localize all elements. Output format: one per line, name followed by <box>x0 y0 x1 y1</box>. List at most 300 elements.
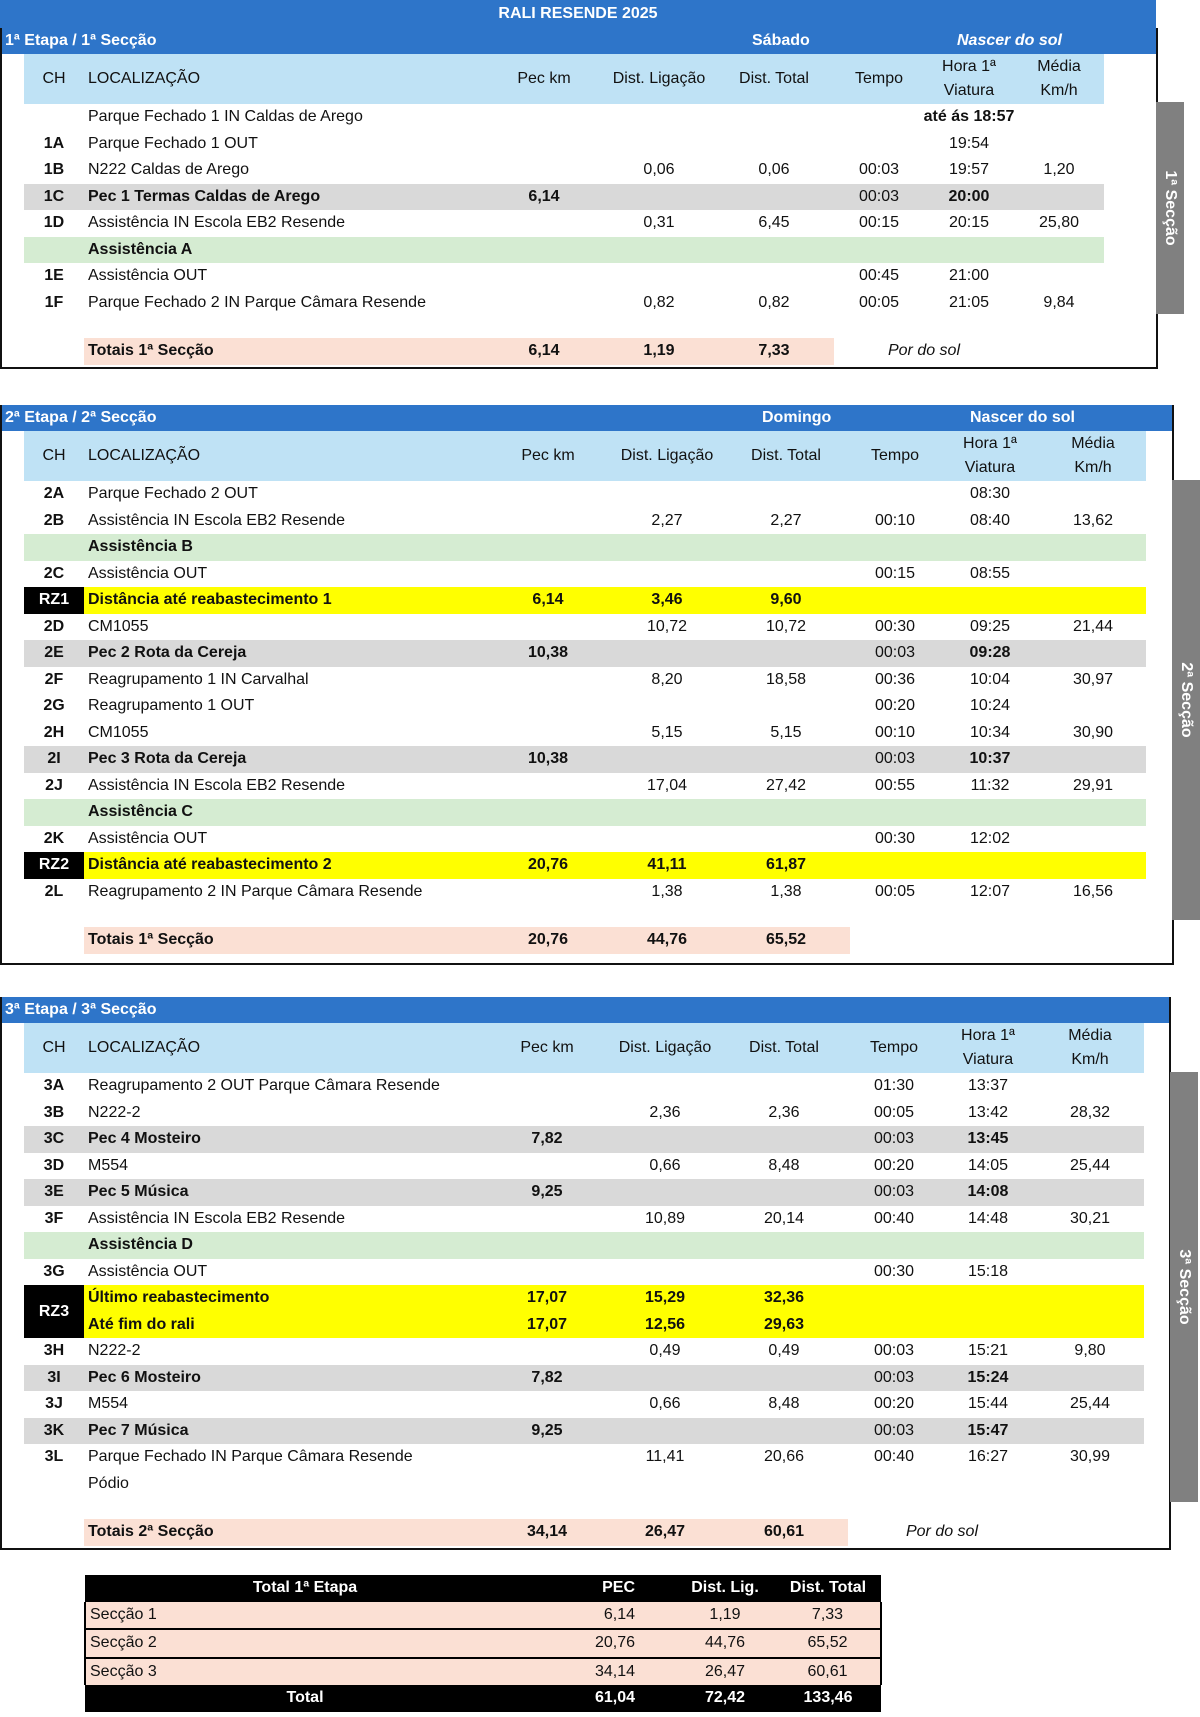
dist-total-cell: 0,82 <box>758 293 790 311</box>
media-cell <box>1040 826 1146 853</box>
pec-km-cell <box>484 290 604 317</box>
summary-total: 7,33 <box>775 1602 881 1630</box>
itinerary-row <box>24 210 1104 237</box>
itinerary-row <box>24 1073 1144 1100</box>
hora-cell: 21:05 <box>948 293 990 311</box>
location-cell: Parque Fechado 2 IN Parque Câmara Resende <box>88 293 426 311</box>
special-stage-row <box>24 1418 1144 1445</box>
summary-total-lig: 72,42 <box>675 1685 775 1712</box>
pec-km-cell: 6,14 <box>484 587 612 614</box>
media-cell <box>1036 1259 1144 1286</box>
hora-cell: 20:00 <box>924 184 1014 211</box>
hora-cell: 08:40 <box>969 511 1011 529</box>
section-3 <box>0 997 1171 1550</box>
tempo-cell <box>834 131 924 158</box>
totals-extra: Por do sol <box>905 1523 979 1541</box>
location-cell: Reagrupamento 1 IN Carvalhal <box>88 670 309 688</box>
spacer-row <box>24 316 1104 338</box>
tempo-cell <box>850 481 940 508</box>
ch-cell: 3D <box>43 1156 65 1174</box>
pec-km-cell <box>484 104 604 131</box>
itinerary-row <box>24 1206 1144 1233</box>
col-header-media <box>1040 431 1146 481</box>
col-header-hora-line2: Viatura <box>943 82 995 99</box>
dist-total-cell <box>722 561 850 588</box>
location-cell: Pec 1 Termas Caldas de Arego <box>84 184 484 211</box>
location-cell: Pec 2 Rota da Cereja <box>84 640 484 667</box>
dist-ligacao-cell: 5,15 <box>651 723 683 741</box>
ch-cell: 1E <box>44 267 64 285</box>
col-header-tempo: Tempo <box>848 1023 940 1073</box>
totals-empty <box>1014 338 1104 365</box>
location-cell: Reagrupamento 2 IN Parque Câmara Resende <box>88 882 423 900</box>
ch-cell: 3B <box>43 1103 65 1121</box>
media-cell: 25,44 <box>1069 1156 1111 1174</box>
location-cell: Até fim do rali <box>84 1312 484 1339</box>
col-header-location: LOCALIZAÇÃO <box>84 54 484 104</box>
totals-label: Totais 2ª Secção <box>84 1519 484 1546</box>
totals-tot: 7,33 <box>714 338 834 365</box>
location-cell: Assistência IN Escola EB2 Resende <box>88 214 346 232</box>
pec-km-cell <box>484 1259 610 1286</box>
dist-total-cell: 2,36 <box>768 1103 800 1121</box>
dist-total-cell: 6,45 <box>758 214 790 232</box>
refuel-row <box>24 852 1146 879</box>
location-cell: Pódio <box>88 1474 129 1492</box>
location-cell: M554 <box>88 1156 129 1174</box>
dist-ligacao-cell <box>612 481 722 508</box>
dist-total-cell <box>722 693 850 720</box>
hora-cell: 14:05 <box>967 1156 1009 1174</box>
section-title: 3ª Etapa / 3ª Secção <box>5 1001 157 1018</box>
dist-total-cell: 2,27 <box>770 511 802 529</box>
summary-section-label: Secção 3 <box>85 1658 525 1686</box>
tempo-cell <box>850 587 940 614</box>
dist-ligacao-cell <box>604 184 714 211</box>
tempo-cell <box>850 534 940 561</box>
dist-ligacao-cell <box>610 1232 720 1259</box>
dist-total-cell: 1,38 <box>770 882 802 900</box>
hora-cell: 10:34 <box>969 723 1011 741</box>
tempo-cell: 00:55 <box>874 776 916 794</box>
location-cell: Pec 6 Mosteiro <box>84 1365 484 1392</box>
ch-cell <box>24 237 84 264</box>
spacer-cell <box>24 905 1146 927</box>
spacer-row <box>24 905 1146 927</box>
refuel-badge: RZ3 <box>24 1285 84 1338</box>
itinerary-row <box>24 1391 1144 1418</box>
section-1 <box>0 28 1158 369</box>
dist-ligacao-cell <box>610 1073 720 1100</box>
totals-spacer <box>24 1519 84 1546</box>
dist-total-cell <box>722 534 850 561</box>
ch-cell: 3L <box>44 1448 64 1466</box>
dist-ligacao-cell: 41,11 <box>612 852 722 879</box>
col-header-tempo: Tempo <box>834 54 924 104</box>
closed-park-note: até ás 18:57 <box>923 108 1015 126</box>
itinerary-row <box>24 693 1146 720</box>
itinerary-row <box>24 1444 1144 1471</box>
tempo-cell: 00:05 <box>858 293 900 311</box>
dist-ligacao-cell <box>612 746 722 773</box>
dist-total-cell: 20,66 <box>763 1448 805 1466</box>
itinerary-row <box>24 1338 1144 1365</box>
col-header-media-line1: Média <box>1068 1027 1112 1044</box>
pec-km-cell: 7,82 <box>484 1126 610 1153</box>
refuel-badge: RZ2 <box>24 852 84 879</box>
media-cell <box>1040 561 1146 588</box>
location-cell: Distância até reabastecimento 2 <box>84 852 484 879</box>
section-table <box>24 1023 1144 1546</box>
ch-cell: 2F <box>44 670 64 688</box>
hora-cell <box>940 799 1040 826</box>
media-cell <box>1040 693 1146 720</box>
hora-cell: 12:07 <box>969 882 1011 900</box>
hora-cell <box>940 1232 1036 1259</box>
dist-total-cell: 8,48 <box>768 1395 800 1413</box>
itinerary-row <box>24 667 1146 694</box>
location-cell: N222 Caldas de Arego <box>88 161 249 179</box>
summary-lig: 26,47 <box>675 1658 775 1686</box>
summary-total: 60,61 <box>775 1658 881 1686</box>
media-cell <box>1036 1312 1144 1339</box>
totals-lig: 44,76 <box>612 927 722 954</box>
totals-lig: 1,19 <box>604 338 714 365</box>
dist-ligacao-cell: 2,27 <box>651 511 683 529</box>
dist-total-cell <box>722 826 850 853</box>
section-2 <box>0 405 1174 965</box>
media-cell <box>1036 1232 1144 1259</box>
section-side-tab: 1ª Secção <box>1156 102 1184 314</box>
pec-km-cell <box>484 481 612 508</box>
pec-km-cell <box>484 508 612 535</box>
col-header-hora-line2: Viatura <box>964 459 1016 476</box>
dist-total-cell: 29,63 <box>720 1312 848 1339</box>
hora-cell: 19:54 <box>948 134 990 152</box>
tempo-cell: 00:03 <box>848 1418 940 1445</box>
dist-total-cell: 0,06 <box>758 161 790 179</box>
service-row <box>24 1232 1144 1259</box>
col-header-media-line2: Km/h <box>1071 1051 1109 1068</box>
location-cell: Assistência B <box>84 534 484 561</box>
dist-ligacao-cell: 0,06 <box>643 161 675 179</box>
col-header-pec-km: Pec km <box>484 431 612 481</box>
media-cell <box>1040 534 1146 561</box>
pec-km-cell <box>484 1391 610 1418</box>
itinerary-row <box>24 1471 1144 1498</box>
col-header-hora <box>940 1023 1036 1073</box>
col-header-pec-km: Pec km <box>484 54 604 104</box>
summary-total-dist: 133,46 <box>775 1685 881 1712</box>
dist-ligacao-cell: 0,31 <box>643 214 675 232</box>
pec-km-cell: 10,38 <box>484 746 612 773</box>
location-cell: Reagrupamento 2 OUT Parque Câmara Resende <box>88 1077 440 1095</box>
media-cell: 30,97 <box>1072 670 1114 688</box>
ch-cell: 1F <box>44 293 64 311</box>
section-title: 2ª Etapa / 2ª Secção <box>5 409 157 426</box>
pec-km-cell <box>484 1338 610 1365</box>
dist-total-cell: 32,36 <box>720 1285 848 1312</box>
hora-cell: 16:27 <box>967 1448 1009 1466</box>
location-cell: Assistência OUT <box>88 267 208 285</box>
dist-total-cell: 8,48 <box>768 1156 800 1174</box>
location-cell: Assistência IN Escola EB2 Resende <box>88 511 346 529</box>
dist-ligacao-cell <box>612 640 722 667</box>
section-day: Domingo <box>762 409 832 426</box>
ch-cell: 3G <box>43 1262 65 1280</box>
col-header-media <box>1014 54 1104 104</box>
itinerary-row <box>24 131 1104 158</box>
dist-total-cell <box>714 237 834 264</box>
location-cell: Assistência A <box>84 237 484 264</box>
pec-km-cell <box>484 1232 610 1259</box>
summary-total-pec: 61,04 <box>525 1685 675 1712</box>
pec-km-cell <box>484 1153 610 1180</box>
totals-spacer <box>24 927 84 954</box>
pec-km-cell <box>484 1073 610 1100</box>
summary-row <box>85 1629 881 1658</box>
col-header-dist-ligacao: Dist. Ligação <box>610 1023 720 1073</box>
location-cell: N222-2 <box>88 1103 141 1121</box>
ch-cell: 1A <box>43 134 65 152</box>
refuel-row <box>24 1285 1144 1312</box>
dist-total-cell <box>722 799 850 826</box>
tempo-cell <box>848 1471 940 1498</box>
ch-cell: 3A <box>43 1077 65 1095</box>
special-stage-row <box>24 1179 1144 1206</box>
itinerary-row <box>24 773 1146 800</box>
refuel-badge: RZ1 <box>24 587 84 614</box>
ch-cell: 3K <box>24 1418 84 1445</box>
pec-km-cell <box>484 263 604 290</box>
pec-km-cell <box>484 667 612 694</box>
media-cell <box>1014 184 1104 211</box>
hora-cell: 13:45 <box>940 1126 1036 1153</box>
pec-km-cell <box>484 534 612 561</box>
hora-cell <box>940 1471 1036 1498</box>
totals-label: Totais 1ª Secção <box>84 927 484 954</box>
tempo-cell <box>850 852 940 879</box>
hora-cell: 10:37 <box>940 746 1040 773</box>
media-cell <box>1036 1073 1144 1100</box>
summary-row <box>85 1658 881 1686</box>
dist-total-cell <box>714 131 834 158</box>
media-cell: 9,80 <box>1074 1342 1106 1360</box>
dist-ligacao-cell <box>604 131 714 158</box>
tempo-cell: 00:03 <box>873 1342 915 1360</box>
tempo-cell: 00:15 <box>874 564 916 582</box>
hora-cell: 13:37 <box>967 1077 1009 1095</box>
hora-cell: 15:18 <box>967 1262 1009 1280</box>
totals-tot: 60,61 <box>720 1519 848 1546</box>
hora-cell: 15:24 <box>940 1365 1036 1392</box>
ch-cell <box>24 799 84 826</box>
location-cell: Parque Fechado IN Parque Câmara Resende <box>88 1448 413 1466</box>
dist-ligacao-cell: 10,89 <box>644 1209 686 1227</box>
dist-ligacao-cell <box>610 1259 720 1286</box>
media-cell <box>1040 587 1146 614</box>
tempo-cell: 00:30 <box>873 1262 915 1280</box>
col-header-ch: CH <box>24 1023 84 1073</box>
pec-km-cell: 7,82 <box>484 1365 610 1392</box>
pec-km-cell: 9,25 <box>484 1418 610 1445</box>
hora-cell <box>940 852 1040 879</box>
special-stage-row <box>24 1365 1144 1392</box>
location-cell: CM1055 <box>88 723 149 741</box>
hora-cell: 20:15 <box>948 214 990 232</box>
section-totals-row <box>24 1519 1144 1546</box>
dist-ligacao-cell <box>610 1126 720 1153</box>
dist-ligacao-cell <box>604 263 714 290</box>
pec-km-cell <box>484 799 612 826</box>
summary-total-row <box>85 1685 881 1712</box>
hora-cell: 15:44 <box>967 1395 1009 1413</box>
itinerary-row <box>24 1153 1144 1180</box>
media-cell <box>1040 640 1146 667</box>
section-table <box>24 54 1104 365</box>
section-side-tab: 2ª Secção <box>1172 480 1200 920</box>
pec-km-cell <box>484 720 612 747</box>
pec-km-cell <box>484 131 604 158</box>
tempo-cell: 00:40 <box>873 1209 915 1227</box>
totals-pec: 6,14 <box>484 338 604 365</box>
pec-km-cell <box>484 210 604 237</box>
location-cell: CM1055 <box>88 617 149 635</box>
col-header-dist-total: Dist. Total <box>722 431 850 481</box>
ch-cell <box>24 534 84 561</box>
pec-km-cell: 10,38 <box>484 640 612 667</box>
ch-cell: 2A <box>43 485 65 503</box>
summary-section-label: Secção 1 <box>85 1602 525 1630</box>
itinerary-row <box>24 720 1146 747</box>
tempo-cell <box>848 1312 940 1339</box>
media-cell <box>1040 852 1146 879</box>
dist-total-cell <box>720 1365 848 1392</box>
dist-total-cell <box>714 184 834 211</box>
dist-ligacao-cell: 1,38 <box>651 882 683 900</box>
hora-cell: 09:28 <box>940 640 1040 667</box>
section-header <box>2 28 1156 54</box>
section-title: 1ª Etapa / 1ª Secção <box>5 32 157 49</box>
summary-pec: 34,14 <box>525 1658 675 1686</box>
location-cell: Pec 7 Música <box>84 1418 484 1445</box>
summary-pec: 20,76 <box>525 1629 675 1658</box>
hora-cell <box>940 587 1040 614</box>
dist-ligacao-cell <box>612 693 722 720</box>
dist-total-cell <box>720 1179 848 1206</box>
pec-km-cell <box>484 237 604 264</box>
dist-ligacao-cell <box>612 826 722 853</box>
media-cell <box>1040 799 1146 826</box>
dist-ligacao-cell: 12,56 <box>610 1312 720 1339</box>
dist-total-cell: 0,49 <box>768 1342 800 1360</box>
tempo-cell: 00:03 <box>850 746 940 773</box>
col-header-ch: CH <box>24 431 84 481</box>
dist-ligacao-cell <box>612 534 722 561</box>
location-cell: Assistência OUT <box>88 564 208 582</box>
totals-pec: 20,76 <box>484 927 612 954</box>
hora-cell: 08:55 <box>969 564 1011 582</box>
tempo-cell: 00:40 <box>873 1448 915 1466</box>
location-cell: Pec 5 Música <box>84 1179 484 1206</box>
spacer-cell <box>24 316 1104 338</box>
spacer-cell <box>24 1497 1144 1519</box>
summary-header-pec: PEC <box>525 1575 675 1602</box>
dist-total-cell: 20,14 <box>763 1209 805 1227</box>
tempo-cell: 00:15 <box>858 214 900 232</box>
col-header-media-line1: Média <box>1071 435 1115 452</box>
col-header-hora-line1: Hora 1ª <box>963 435 1017 452</box>
special-stage-row <box>24 746 1146 773</box>
itinerary-row <box>24 879 1146 906</box>
column-header-row <box>24 54 1104 104</box>
hora-cell: 12:02 <box>969 829 1011 847</box>
ch-cell: 3E <box>24 1179 84 1206</box>
tempo-cell: 00:36 <box>874 670 916 688</box>
summary-lig: 1,19 <box>675 1602 775 1630</box>
dist-ligacao-cell <box>610 1471 720 1498</box>
col-header-hora-line1: Hora 1ª <box>961 1027 1015 1044</box>
special-stage-row <box>24 1126 1144 1153</box>
location-cell: Assistência IN Escola EB2 Resende <box>88 776 346 794</box>
dist-total-cell <box>720 1232 848 1259</box>
pec-km-cell <box>484 1206 610 1233</box>
tempo-cell: 00:20 <box>873 1156 915 1174</box>
dist-ligacao-cell <box>604 237 714 264</box>
location-cell: Último reabastecimento <box>84 1285 484 1312</box>
pec-km-cell <box>484 1471 610 1498</box>
ch-cell <box>24 104 84 131</box>
ch-cell: 2J <box>45 776 63 794</box>
pec-km-cell: 20,76 <box>484 852 612 879</box>
section-day: Sábado <box>752 32 810 49</box>
col-header-hora-line1: Hora 1ª <box>942 58 996 75</box>
dist-ligacao-cell: 15,29 <box>610 1285 720 1312</box>
service-row <box>24 534 1146 561</box>
tempo-cell: 00:03 <box>834 184 924 211</box>
ch-cell: 2B <box>43 511 65 529</box>
hora-cell: 13:42 <box>967 1103 1009 1121</box>
special-stage-row <box>24 184 1104 211</box>
hora-cell: 09:25 <box>969 617 1011 635</box>
spacer-row <box>24 1497 1144 1519</box>
pec-km-cell <box>484 879 612 906</box>
ch-cell <box>24 1471 84 1498</box>
tempo-cell: 00:03 <box>848 1365 940 1392</box>
dist-total-cell: 10,72 <box>765 617 807 635</box>
summary-lig: 44,76 <box>675 1629 775 1658</box>
dist-total-cell <box>714 104 834 131</box>
hora-cell: 19:57 <box>948 161 990 179</box>
col-header-dist-ligacao: Dist. Ligação <box>604 54 714 104</box>
ch-cell: 2L <box>44 882 64 900</box>
dist-total-cell: 27,42 <box>765 776 807 794</box>
col-header-location: LOCALIZAÇÃO <box>84 431 484 481</box>
dist-ligacao-cell: 0,66 <box>649 1395 681 1413</box>
col-header-media <box>1036 1023 1144 1073</box>
col-header-hora <box>940 431 1040 481</box>
summary-total: 65,52 <box>775 1629 881 1658</box>
col-header-tempo: Tempo <box>850 431 940 481</box>
media-cell: 25,80 <box>1038 214 1080 232</box>
dist-ligacao-cell: 0,49 <box>649 1342 681 1360</box>
pec-km-cell <box>484 773 612 800</box>
hora-cell: 14:48 <box>967 1209 1009 1227</box>
itinerary-row <box>24 290 1104 317</box>
totals-empty <box>1036 1519 1144 1546</box>
dist-total-cell <box>720 1418 848 1445</box>
col-header-dist-ligacao: Dist. Ligação <box>612 431 722 481</box>
